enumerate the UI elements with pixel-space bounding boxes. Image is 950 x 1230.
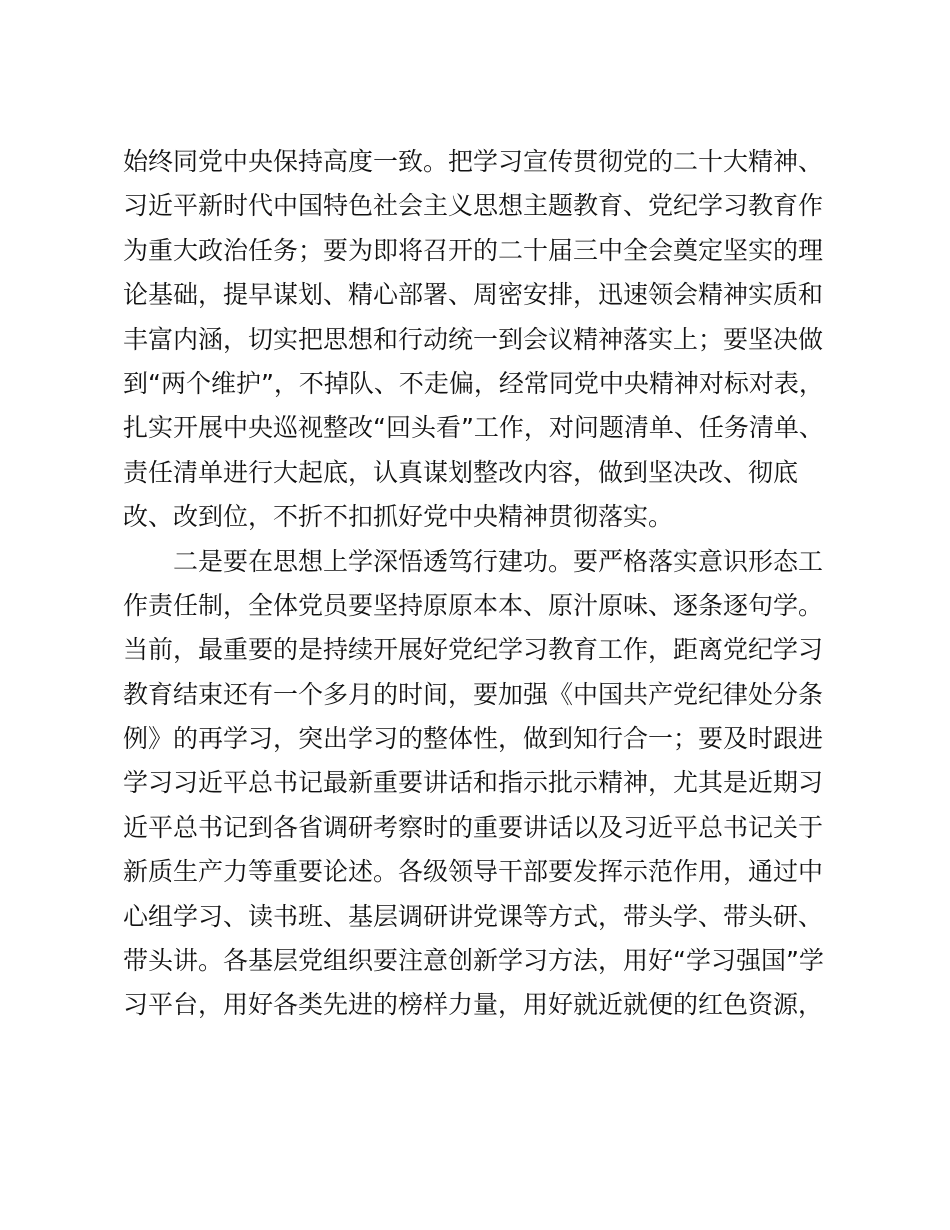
text-line: 责任清单进行大起底，认真谋划整改内容，做到坚决改、彻底 [123,457,799,487]
text-line: 例》的再学习，突出学习的整体性，做到知行合一；要及时跟进 [123,724,824,754]
text-line: 扎实开展中央巡视整改“回头看”工作，对问题清单、任务清单、 [123,413,824,443]
paragraph-start-line: 二是要在思想上学深悟透笃行建功。要严格落实意识形态工 [173,546,824,576]
text-line: 新质生产力等重要论述。各级领导干部要发挥示范作用，通过中 [123,857,824,887]
text-line: 丰富内涵，切实把思想和行动统一到会议精神落实上；要坚决做 [123,324,824,354]
text-line: 作责任制，全体党员要坚持原原本本、原汁原味、逐条逐句学。 [123,590,824,620]
text-line: 教育结束还有一个多月的时间，要加强《中国共产党纪律处分条 [123,679,824,709]
text-line: 习近平新时代中国特色社会主义思想主题教育、党纪学习教育作 [123,191,824,221]
text-line: 为重大政治任务；要为即将召开的二十届三中全会奠定坚实的理 [123,235,824,265]
text-line: 改、改到位，不折不扣抓好党中央精神贯彻落实。 [123,502,674,532]
body-text [123,140,833,1028]
text-line: 学习习近平总书记最新重要讲话和指示批示精神，尤其是近期习 [123,768,824,798]
text-line: 到“两个维护”，不掉队、不走偏，经常同党中央精神对标对表， [123,368,824,398]
text-line: 论基础，提早谋划、精心部署、周密安排，迅速领会精神实质和 [123,280,824,310]
text-line: 近平总书记到各省调研考察时的重要讲话以及习近平总书记关于 [123,812,824,842]
text-line: 心组学习、读书班、基层调研讲党课等方式，带头学、带头研、 [123,901,824,931]
text-line: 当前，最重要的是持续开展好党纪学习教育工作，距离党纪学习 [123,635,824,665]
text-line: 始终同党中央保持高度一致。把学习宣传贯彻党的二十大精神、 [123,147,824,176]
text-line: 习平台，用好各类先进的榜样力量，用好就近就便的红色资源， [123,990,824,1020]
text-line: 带头讲。各基层党组织要注意创新学习方法，用好“学习强国”学 [123,946,824,976]
